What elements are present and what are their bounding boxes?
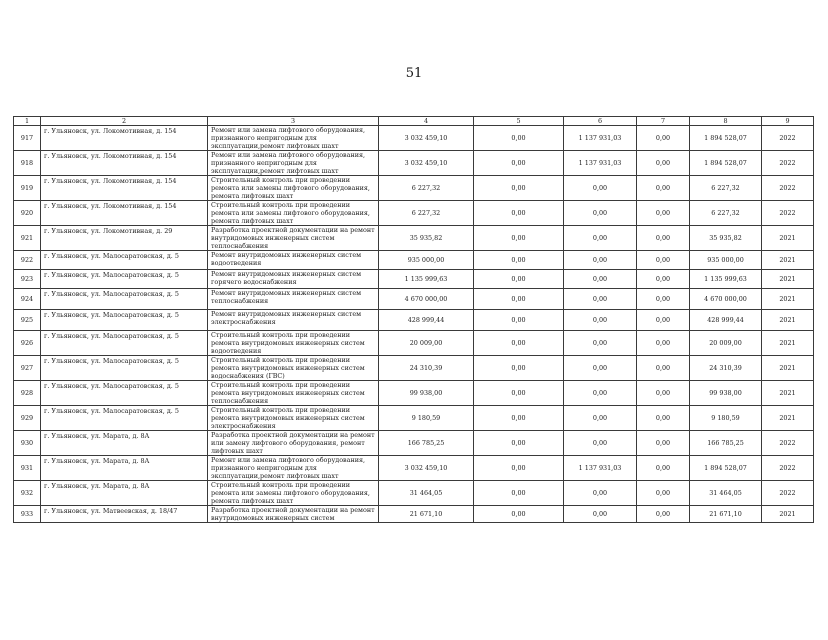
col6-value-cell: 0,00 <box>564 289 637 310</box>
table-row <box>14 356 814 381</box>
table-body <box>14 126 814 523</box>
table-row <box>14 201 814 226</box>
col-header-2: 2 <box>41 117 208 126</box>
total-cost-cell: 9 180,59 <box>379 406 474 431</box>
col6-value-cell: 1 137 931,03 <box>564 456 637 481</box>
col6-value-cell: 0,00 <box>564 356 637 381</box>
col6-value-cell: 1 137 931,03 <box>564 151 637 176</box>
total-cost-cell: 166 785,25 <box>379 431 474 456</box>
year-cell: 2021 <box>762 289 814 310</box>
data-table <box>13 116 814 523</box>
col5-value-cell: 0,00 <box>474 126 564 151</box>
year-cell: 2021 <box>762 406 814 431</box>
total-cost-cell: 6 227,32 <box>379 201 474 226</box>
address-cell: г. Ульяновск, ул. Локомотивная, д. 154 <box>41 201 208 226</box>
col-header-7: 7 <box>637 117 690 126</box>
row-number: 933 <box>14 506 41 523</box>
col5-value-cell: 0,00 <box>474 406 564 431</box>
col8-value-cell: 9 180,59 <box>690 406 762 431</box>
col8-value-cell: 428 999,44 <box>690 310 762 331</box>
table-row <box>14 431 814 456</box>
col7-value-cell: 0,00 <box>637 176 690 201</box>
row-number: 917 <box>14 126 41 151</box>
work-type-cell: Строительный контроль при проведении ремонта или замены лифтового оборудования, ремонта лифтовых шахт <box>208 481 379 506</box>
col5-value-cell: 0,00 <box>474 356 564 381</box>
work-type-cell: Строительный контроль при проведении ремонта или замены лифтового оборудования, ремонта лифтовых шахт <box>208 201 379 226</box>
row-number: 923 <box>14 270 41 289</box>
row-number: 925 <box>14 310 41 331</box>
table-row <box>14 506 814 523</box>
address-cell: г. Ульяновск, ул. Марата, д. 8А <box>41 431 208 456</box>
col7-value-cell: 0,00 <box>637 381 690 406</box>
col7-value-cell: 0,00 <box>637 331 690 356</box>
address-cell: г. Ульяновск, ул. Локомотивная, д. 154 <box>41 151 208 176</box>
year-cell: 2022 <box>762 176 814 201</box>
year-cell: 2021 <box>762 226 814 251</box>
col5-value-cell: 0,00 <box>474 226 564 251</box>
row-number: 922 <box>14 251 41 270</box>
col8-value-cell: 1 894 528,07 <box>690 151 762 176</box>
address-cell: г. Ульяновск, ул. Матвеевская, д. 18/47 <box>41 506 208 523</box>
col7-value-cell: 0,00 <box>637 431 690 456</box>
total-cost-cell: 31 464,05 <box>379 481 474 506</box>
row-number: 932 <box>14 481 41 506</box>
row-number: 921 <box>14 226 41 251</box>
total-cost-cell: 3 032 459,10 <box>379 126 474 151</box>
col6-value-cell: 0,00 <box>564 176 637 201</box>
col5-value-cell: 0,00 <box>474 201 564 226</box>
row-number: 918 <box>14 151 41 176</box>
year-cell: 2022 <box>762 201 814 226</box>
col-header-3: 3 <box>208 117 379 126</box>
col-header-9: 9 <box>762 117 814 126</box>
address-cell: г. Ульяновск, ул. Локомотивная, д. 154 <box>41 176 208 201</box>
address-cell: г. Ульяновск, ул. Малосаратовская, д. 5 <box>41 270 208 289</box>
row-number: 930 <box>14 431 41 456</box>
col7-value-cell: 0,00 <box>637 289 690 310</box>
work-type-cell: Строительный контроль при проведении ремонта внутридомовых инженерных систем теплоснабжения <box>208 381 379 406</box>
address-cell: г. Ульяновск, ул. Локомотивная, д. 29 <box>41 226 208 251</box>
col6-value-cell: 0,00 <box>564 251 637 270</box>
year-cell: 2022 <box>762 126 814 151</box>
table-row <box>14 126 814 151</box>
col7-value-cell: 0,00 <box>637 270 690 289</box>
col6-value-cell: 0,00 <box>564 270 637 289</box>
work-type-cell: Разработка проектной документации на ремонт внутридомовых инженерных систем теплоснабжения <box>208 226 379 251</box>
col6-value-cell: 0,00 <box>564 331 637 356</box>
col7-value-cell: 0,00 <box>637 456 690 481</box>
year-cell: 2022 <box>762 481 814 506</box>
year-cell: 2021 <box>762 251 814 270</box>
total-cost-cell: 4 670 000,00 <box>379 289 474 310</box>
col5-value-cell: 0,00 <box>474 270 564 289</box>
address-cell: г. Ульяновск, ул. Малосаратовская, д. 5 <box>41 289 208 310</box>
col8-value-cell: 35 935,82 <box>690 226 762 251</box>
address-cell: г. Ульяновск, ул. Малосаратовская, д. 5 <box>41 310 208 331</box>
work-type-cell: Ремонт внутридомовых инженерных систем водоотведения <box>208 251 379 270</box>
total-cost-cell: 24 310,39 <box>379 356 474 381</box>
col7-value-cell: 0,00 <box>637 126 690 151</box>
work-type-cell: Строительный контроль при проведении ремонта внутридомовых инженерных систем электроснабжения <box>208 406 379 431</box>
table-row <box>14 481 814 506</box>
total-cost-cell: 428 999,44 <box>379 310 474 331</box>
table-row <box>14 381 814 406</box>
total-cost-cell: 3 032 459,10 <box>379 456 474 481</box>
year-cell: 2022 <box>762 456 814 481</box>
col8-value-cell: 20 009,00 <box>690 331 762 356</box>
table-row <box>14 310 814 331</box>
total-cost-cell: 21 671,10 <box>379 506 474 523</box>
col7-value-cell: 0,00 <box>637 506 690 523</box>
col6-value-cell: 0,00 <box>564 310 637 331</box>
col-header-1: 1 <box>14 117 41 126</box>
address-cell: г. Ульяновск, ул. Марата, д. 8А <box>41 481 208 506</box>
col6-value-cell: 0,00 <box>564 406 637 431</box>
page-number: 51 <box>405 66 423 81</box>
work-type-cell: Разработка проектной документации на ремонт внутридомовых инженерных систем <box>208 506 379 523</box>
year-cell: 2021 <box>762 270 814 289</box>
year-cell: 2021 <box>762 356 814 381</box>
col8-value-cell: 6 227,32 <box>690 201 762 226</box>
col7-value-cell: 0,00 <box>637 406 690 431</box>
col7-value-cell: 0,00 <box>637 481 690 506</box>
col7-value-cell: 0,00 <box>637 251 690 270</box>
total-cost-cell: 935 000,00 <box>379 251 474 270</box>
col-header-8: 8 <box>690 117 762 126</box>
col5-value-cell: 0,00 <box>474 431 564 456</box>
address-cell: г. Ульяновск, ул. Малосаратовская, д. 5 <box>41 331 208 356</box>
col8-value-cell: 1 894 528,07 <box>690 126 762 151</box>
col6-value-cell: 0,00 <box>564 381 637 406</box>
col5-value-cell: 0,00 <box>474 456 564 481</box>
col8-value-cell: 4 670 000,00 <box>690 289 762 310</box>
row-number: 931 <box>14 456 41 481</box>
year-cell: 2021 <box>762 331 814 356</box>
col5-value-cell: 0,00 <box>474 310 564 331</box>
address-cell: г. Ульяновск, ул. Малосаратовская, д. 5 <box>41 406 208 431</box>
col7-value-cell: 0,00 <box>637 226 690 251</box>
col-header-6: 6 <box>564 117 637 126</box>
row-number: 926 <box>14 331 41 356</box>
col5-value-cell: 0,00 <box>474 176 564 201</box>
total-cost-cell: 6 227,32 <box>379 176 474 201</box>
total-cost-cell: 20 009,00 <box>379 331 474 356</box>
address-cell: г. Ульяновск, ул. Малосаратовская, д. 5 <box>41 251 208 270</box>
col6-value-cell: 0,00 <box>564 226 637 251</box>
table-row <box>14 270 814 289</box>
work-type-cell: Строительный контроль при проведении ремонта внутридомовых инженерных систем водоснабжения (ГВС) <box>208 356 379 381</box>
table-row <box>14 226 814 251</box>
row-number: 924 <box>14 289 41 310</box>
address-cell: г. Ульяновск, ул. Малосаратовская, д. 5 <box>41 356 208 381</box>
year-cell: 2022 <box>762 151 814 176</box>
col8-value-cell: 166 785,25 <box>690 431 762 456</box>
row-number: 927 <box>14 356 41 381</box>
col6-value-cell: 0,00 <box>564 201 637 226</box>
year-cell: 2021 <box>762 506 814 523</box>
year-cell: 2022 <box>762 431 814 456</box>
table-row <box>14 251 814 270</box>
col5-value-cell: 0,00 <box>474 506 564 523</box>
col8-value-cell: 935 000,00 <box>690 251 762 270</box>
table-row <box>14 151 814 176</box>
work-type-cell: Ремонт внутридомовых инженерных систем теплоснабжения <box>208 289 379 310</box>
year-cell: 2021 <box>762 381 814 406</box>
work-type-cell: Строительный контроль при проведении ремонта или замены лифтового оборудования, ремонта лифтовых шахт <box>208 176 379 201</box>
total-cost-cell: 99 938,00 <box>379 381 474 406</box>
col8-value-cell: 6 227,32 <box>690 176 762 201</box>
col5-value-cell: 0,00 <box>474 251 564 270</box>
col8-value-cell: 1 894 528,07 <box>690 456 762 481</box>
table-row <box>14 456 814 481</box>
work-type-cell: Ремонт внутридомовых инженерных систем электроснабжения <box>208 310 379 331</box>
col8-value-cell: 21 671,10 <box>690 506 762 523</box>
total-cost-cell: 35 935,82 <box>379 226 474 251</box>
table-row <box>14 331 814 356</box>
col6-value-cell: 0,00 <box>564 506 637 523</box>
work-type-cell: Ремонт внутридомовых инженерных систем горячего водоснабжения <box>208 270 379 289</box>
col8-value-cell: 1 135 999,63 <box>690 270 762 289</box>
address-cell: г. Ульяновск, ул. Марата, д. 8А <box>41 456 208 481</box>
col6-value-cell: 1 137 931,03 <box>564 126 637 151</box>
row-number: 928 <box>14 381 41 406</box>
col8-value-cell: 24 310,39 <box>690 356 762 381</box>
year-cell: 2021 <box>762 310 814 331</box>
col5-value-cell: 0,00 <box>474 289 564 310</box>
work-type-cell: Ремонт или замена лифтового оборудования, признанного непригодным для эксплуатации,ремонт лифтовых шахт <box>208 126 379 151</box>
col5-value-cell: 0,00 <box>474 331 564 356</box>
col7-value-cell: 0,00 <box>637 310 690 331</box>
address-cell: г. Ульяновск, ул. Локомотивная, д. 154 <box>41 126 208 151</box>
col7-value-cell: 0,00 <box>637 151 690 176</box>
col6-value-cell: 0,00 <box>564 431 637 456</box>
work-type-cell: Строительный контроль при проведении ремонта внутридомовых инженерных систем водоотведения <box>208 331 379 356</box>
col7-value-cell: 0,00 <box>637 356 690 381</box>
total-cost-cell: 3 032 459,10 <box>379 151 474 176</box>
col8-value-cell: 31 464,05 <box>690 481 762 506</box>
col5-value-cell: 0,00 <box>474 151 564 176</box>
col8-value-cell: 99 938,00 <box>690 381 762 406</box>
table-row <box>14 289 814 310</box>
total-cost-cell: 1 135 999,63 <box>379 270 474 289</box>
work-type-cell: Ремонт или замена лифтового оборудования, признанного непригодным для эксплуатации,ремонт лифтовых шахт <box>208 456 379 481</box>
work-type-cell: Разработка проектной документации на ремонт или замену лифтового оборудования, ремонт лифтовых шахт <box>208 431 379 456</box>
address-cell: г. Ульяновск, ул. Малосаратовская, д. 5 <box>41 381 208 406</box>
table-row <box>14 406 814 431</box>
row-number: 919 <box>14 176 41 201</box>
col7-value-cell: 0,00 <box>637 201 690 226</box>
col-header-4: 4 <box>379 117 474 126</box>
table-header-row <box>14 117 814 126</box>
col5-value-cell: 0,00 <box>474 481 564 506</box>
col-header-5: 5 <box>474 117 564 126</box>
table-row <box>14 176 814 201</box>
row-number: 920 <box>14 201 41 226</box>
row-number: 929 <box>14 406 41 431</box>
col6-value-cell: 0,00 <box>564 481 637 506</box>
col5-value-cell: 0,00 <box>474 381 564 406</box>
work-type-cell: Ремонт или замена лифтового оборудования, признанного непригодным для эксплуатации,ремонт лифтовых шахт <box>208 151 379 176</box>
